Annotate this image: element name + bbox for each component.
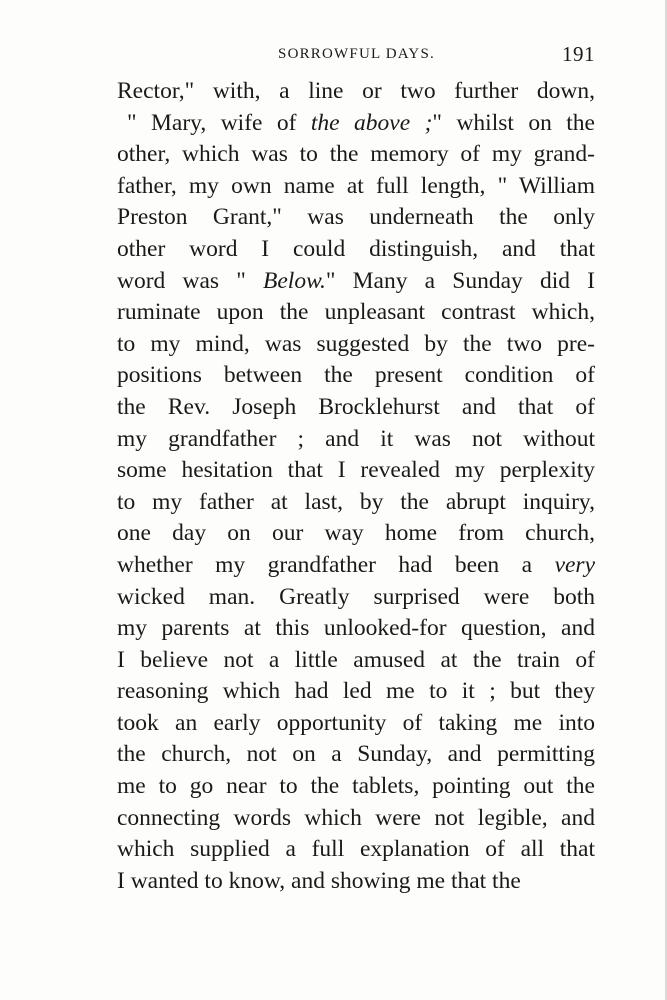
text-line	[117, 676, 595, 708]
text-run: " Mary, wife of	[127, 109, 311, 136]
text-line	[117, 550, 595, 582]
text-run: word was "	[117, 267, 263, 294]
text-run: other, which was to the memory of my grand-	[117, 141, 595, 168]
text-run: my parents at this unlooked-for question, and	[117, 615, 595, 642]
text-line	[117, 739, 595, 771]
running-title: SORROWFUL DAYS.	[278, 46, 435, 62]
text-run: father, my own name at full length, " William	[117, 172, 595, 199]
text-run: one day on our way home from church,	[117, 520, 595, 547]
text-line	[117, 234, 595, 266]
text-run: whether my grandfather had been a	[117, 551, 555, 578]
text-run: some hesitation that I revealed my perplexity	[117, 457, 595, 484]
text-run: " Many a Sunday did I	[325, 267, 595, 294]
text-line	[117, 613, 595, 645]
text-line	[117, 392, 595, 424]
text-run: the church, not on a Sunday, and permitting	[117, 741, 595, 768]
text-run: connecting words which were not legible, and	[117, 804, 595, 831]
text-line	[117, 424, 595, 456]
text-line	[117, 518, 595, 550]
text-run: Rector," with, a line or two further down,	[117, 78, 595, 104]
text-run: Preston Grant," was underneath the only	[117, 204, 595, 231]
text-line	[117, 834, 595, 866]
running-head	[118, 42, 595, 72]
text-line	[117, 866, 595, 898]
text-run: I wanted to know, and showing me that the	[117, 867, 521, 894]
text-line	[117, 202, 595, 234]
text-run: took an early opportunity of taking me into	[117, 709, 595, 736]
page-number: 191	[562, 42, 595, 66]
italic-phrase: the above ;	[310, 109, 433, 136]
text-line	[117, 171, 595, 203]
text-run: my grandfather ; and it was not without	[117, 425, 595, 452]
text-run: " whilst on the	[432, 109, 595, 136]
text-line	[117, 139, 595, 171]
text-line	[117, 708, 595, 740]
text-line	[117, 266, 595, 298]
text-run: the Rev. Joseph Brocklehurst and that of	[117, 393, 595, 420]
body-text	[117, 76, 595, 897]
text-line	[117, 582, 595, 614]
text-line	[117, 487, 595, 519]
text-run: wicked man. Greatly surprised were both	[117, 583, 595, 610]
text-line	[117, 329, 595, 361]
text-run: other word I could distinguish, and that	[117, 235, 595, 262]
text-run: which supplied a full explanation of all that	[117, 836, 595, 863]
text-run: to my mind, was suggested by the two pre-	[117, 330, 595, 357]
italic-phrase: very	[554, 551, 595, 578]
text-line	[117, 108, 595, 140]
text-line	[117, 771, 595, 803]
text-run: to my father at last, by the abrupt inquiry,	[117, 488, 595, 515]
text-run: I believe not a little amused at the train of	[117, 646, 595, 673]
text-run: reasoning which had led me to it ; but they	[117, 678, 595, 705]
text-line	[117, 76, 595, 108]
text-line	[117, 455, 595, 487]
text-run: ruminate upon the unpleasant contrast which,	[117, 299, 595, 326]
text-line	[117, 645, 595, 677]
italic-phrase: Below.	[263, 267, 326, 294]
text-line	[117, 803, 595, 835]
text-run: me to go near to the tablets, pointing out the	[117, 773, 595, 800]
text-run: positions between the present condition of	[117, 362, 595, 389]
text-line	[117, 297, 595, 329]
text-line	[117, 360, 595, 392]
